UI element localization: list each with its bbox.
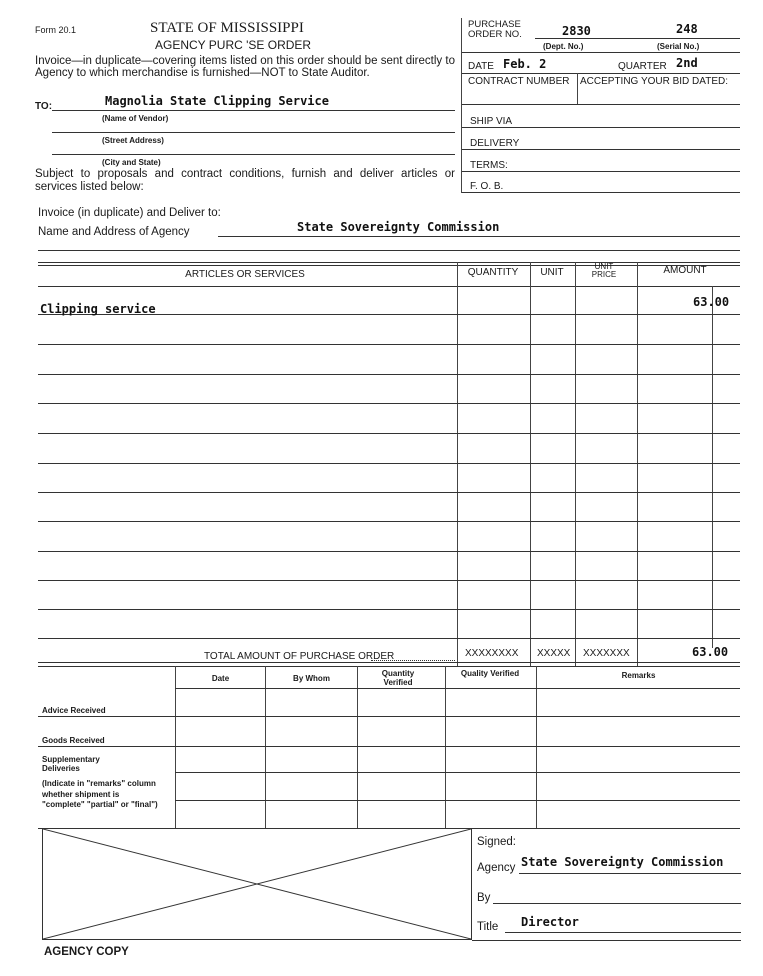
quarter: 2nd [676,56,698,70]
col-header-amount: AMOUNT [663,265,707,276]
serial-no-label: (Serial No.) [657,42,700,51]
total-unit-filler: XXXXX [537,648,571,659]
col-header-unit: UNIT [540,267,564,278]
col-header-unit-price: UNIT PRICE [591,262,617,279]
total-quantity-filler: XXXXXXXX [465,648,519,659]
item-article: Clipping service [40,302,156,316]
dept-no: 2830 [562,24,591,38]
contract-number-label: CONTRACT NUMBER [468,76,570,87]
receipt-header-remarks: Remarks [621,671,656,680]
supplementary-note: (Indicate in "remarks" column whether shipment is "complete" "partial" or "final") [42,779,158,809]
po-date: Feb. 2 [503,57,547,71]
date-label: DATE [468,61,494,72]
instructions: Invoice—in duplicate—covering items listed on this order should be sent directly to Agency to which merchandise is furnished—NOT to State Auditor. [35,55,455,79]
receipt-header-quantity-verified: Quantity Verified [381,669,415,687]
street-address-label: (Street Address) [102,136,164,145]
advice-received-label: Advice Received [42,706,106,715]
agency-copy-label: AGENCY COPY [44,946,129,958]
total-amount: 63.00 [692,645,729,659]
subject-text: Subject to proposals and contract conditions, furnish and deliver articles or services listed below: [35,168,455,193]
sig-title: Director [521,915,579,929]
total-label: TOTAL AMOUNT OF PURCHASE ORDER [204,651,395,662]
by-label: By [477,892,491,904]
fob-label: F. O. B. [470,181,504,192]
dept-no-label: (Dept. No.) [543,42,584,51]
title-label: Title [477,921,499,933]
terms-label: TERMS: [470,160,508,171]
ship-via-label: SHIP VIA [470,116,513,127]
invoice-deliver-label: Invoice (in duplicate) and Deliver to: [38,207,221,219]
accepting-bid-label: ACCEPTING YOUR BID DATED: [580,76,728,87]
delivery-label: DELIVERY [470,138,520,149]
signed-label: Signed: [477,836,517,848]
to-label: TO: [35,101,53,112]
form-number: Form 20.1 [35,25,77,35]
quarter-label: QUARTER [618,61,667,72]
state-title: STATE OF MISSISSIPPI [150,20,304,36]
agency-name: State Sovereignty Commission [297,220,500,234]
receipt-header-quality-verified: Quality Verified [460,669,520,678]
serial-no: 248 [676,22,698,36]
receipt-header-date: Date [211,674,230,683]
form-title: AGENCY PURC 'SE ORDER [155,38,312,52]
item-amount: 63.00 [693,295,730,309]
sig-agency-name: State Sovereignty Commission [521,855,724,869]
cross-lines [43,829,471,939]
vendor-name: Magnolia State Clipping Service [105,94,329,108]
supplementary-deliveries-label: Supplementary Deliveries [42,755,100,773]
col-header-quantity: QUANTITY [467,267,519,278]
po-label: PURCHASE ORDER NO. [468,19,522,40]
agency-address-label: Name and Address of Agency [38,226,190,238]
col-header-articles: ARTICLES OR SERVICES [185,269,305,280]
crossed-box [42,828,472,940]
city-state-label: (City and State) [102,158,161,167]
vendor-name-label: (Name of Vendor) [102,114,169,123]
receipt-header-by-whom: By Whom [293,674,330,683]
total-price-filler: XXXXXXX [583,648,630,659]
sig-agency-label: Agency [477,862,516,874]
goods-received-label: Goods Received [42,736,105,745]
